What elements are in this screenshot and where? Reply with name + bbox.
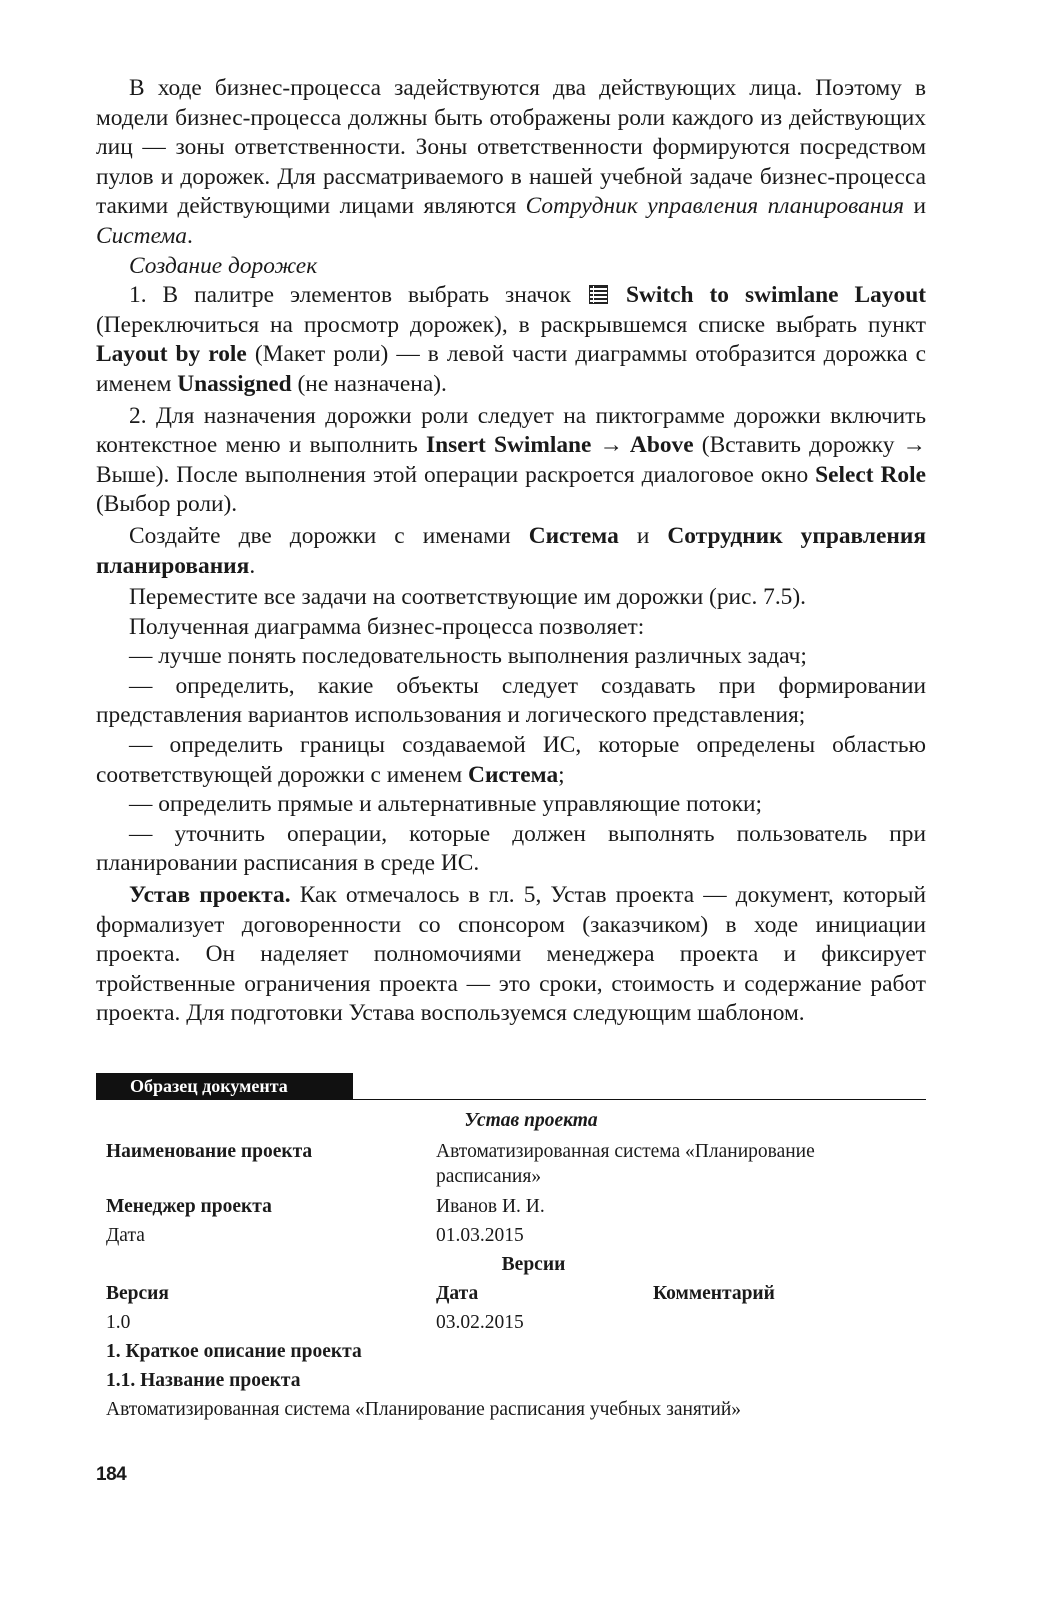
row-manager: Менеджер проекта Иванов И. И. (106, 1196, 545, 1217)
paragraph-actors: В ходе бизнес-процесса задействуются два действующих лица. Поэтому в модели бизнес-процесса должны быть отображены роли каждого из действующих лиц — зоны ответственности. Зоны ответственности формируются посредством пулов и дорожек. Для рассматриваемого в нашей учебной задаче бизнес-процесса такими действующими лицами являются Сотрудник управления планирования и Система. (96, 75, 926, 249)
paragraph-create-lanes: Создайте две дорожки с именами Система и Сотрудник управления планирования. (96, 522, 926, 579)
list-item: — лучше понять последовательность выполнения различных задач; (129, 643, 807, 670)
body-text (96, 74, 926, 1029)
section-1-heading: 1. Краткое описание проекта (106, 1341, 362, 1362)
step-2: 2. Для назначения дорожки роли следует на пиктограмме дорожки включить контекстное меню и выполнить Insert Swimlane → Above (Вставить дорожку → Выше). После выполнения этой операции раскроется диалоговое окно Select Role (Выбор роли). (96, 402, 926, 518)
versions-title: Версии (501, 1254, 566, 1275)
project-name-value: Автоматизированная система «Планирование расписания учебных занятий» (106, 1399, 742, 1420)
sample-document-label: Образец документа (96, 1073, 353, 1100)
section-1-1-heading: 1.1. Название проекта (106, 1370, 301, 1391)
row-project-name: Наименование проекта Автоматизированная система «Планирование расписания» (106, 1141, 815, 1187)
actor-system: Система (96, 222, 187, 249)
charter-title: Устав проекта (464, 1110, 598, 1131)
versions-row: 1.0 03.02.2015 (106, 1312, 524, 1333)
list-item: — определить границы создаваемой ИС, которые определены областью соответствующей дорожки с именем Система; (96, 732, 926, 788)
list-item: — уточнить операции, которые должен выполнять пользователь при планировании расписания в среде ИС. (96, 820, 926, 877)
row-date: Дата 01.03.2015 (106, 1225, 524, 1246)
sample-document (106, 1108, 916, 1426)
heading-create-lanes: Создание дорожек (129, 252, 318, 279)
page-number: 184 (96, 1464, 127, 1485)
paragraph-charter: Устав проекта. Как отмечалось в гл. 5, Устав проекта — документ, который формализует договоренности со спонсором (заказчиком) в ходе инициации проекта. Он наделяет полномочиями менеджера проекта и фиксирует тройственные ограничения проекта — это сроки, стоимость и содержание работ проекта. Для подготовки Устава воспользуемся следующим шаблоном. (96, 882, 926, 1027)
sample-document-header (96, 1073, 926, 1100)
step-1: 1. В палитре элементов выбрать значок Switch to swimlane Layout (Переключиться на просмотр дорожек), в раскрывшемся списке выбрать пункт Layout by role (Макет роли) — в левой части диаграммы отобразится дорожка с именем Unassigned (не назначена). (96, 282, 926, 397)
versions-header-row: Версия Дата Комментарий (106, 1283, 775, 1304)
swimlane-layout-icon (589, 285, 608, 304)
paragraph-move-tasks: Переместите все задачи на соответствующие им дорожки (рис. 7.5). (129, 584, 807, 611)
actor-employee: Сотрудник управления планирования (525, 193, 905, 220)
paragraph-diagram-allows: Полученная диаграмма бизнес-процесса позволяет: (129, 613, 645, 640)
list-item: — определить, какие объекты следует создавать при формировании представления вариантов использования и логического представления; (96, 672, 926, 729)
header-rule (353, 1099, 926, 1101)
list-item: — определить прямые и альтернативные управляющие потоки; (129, 791, 762, 818)
